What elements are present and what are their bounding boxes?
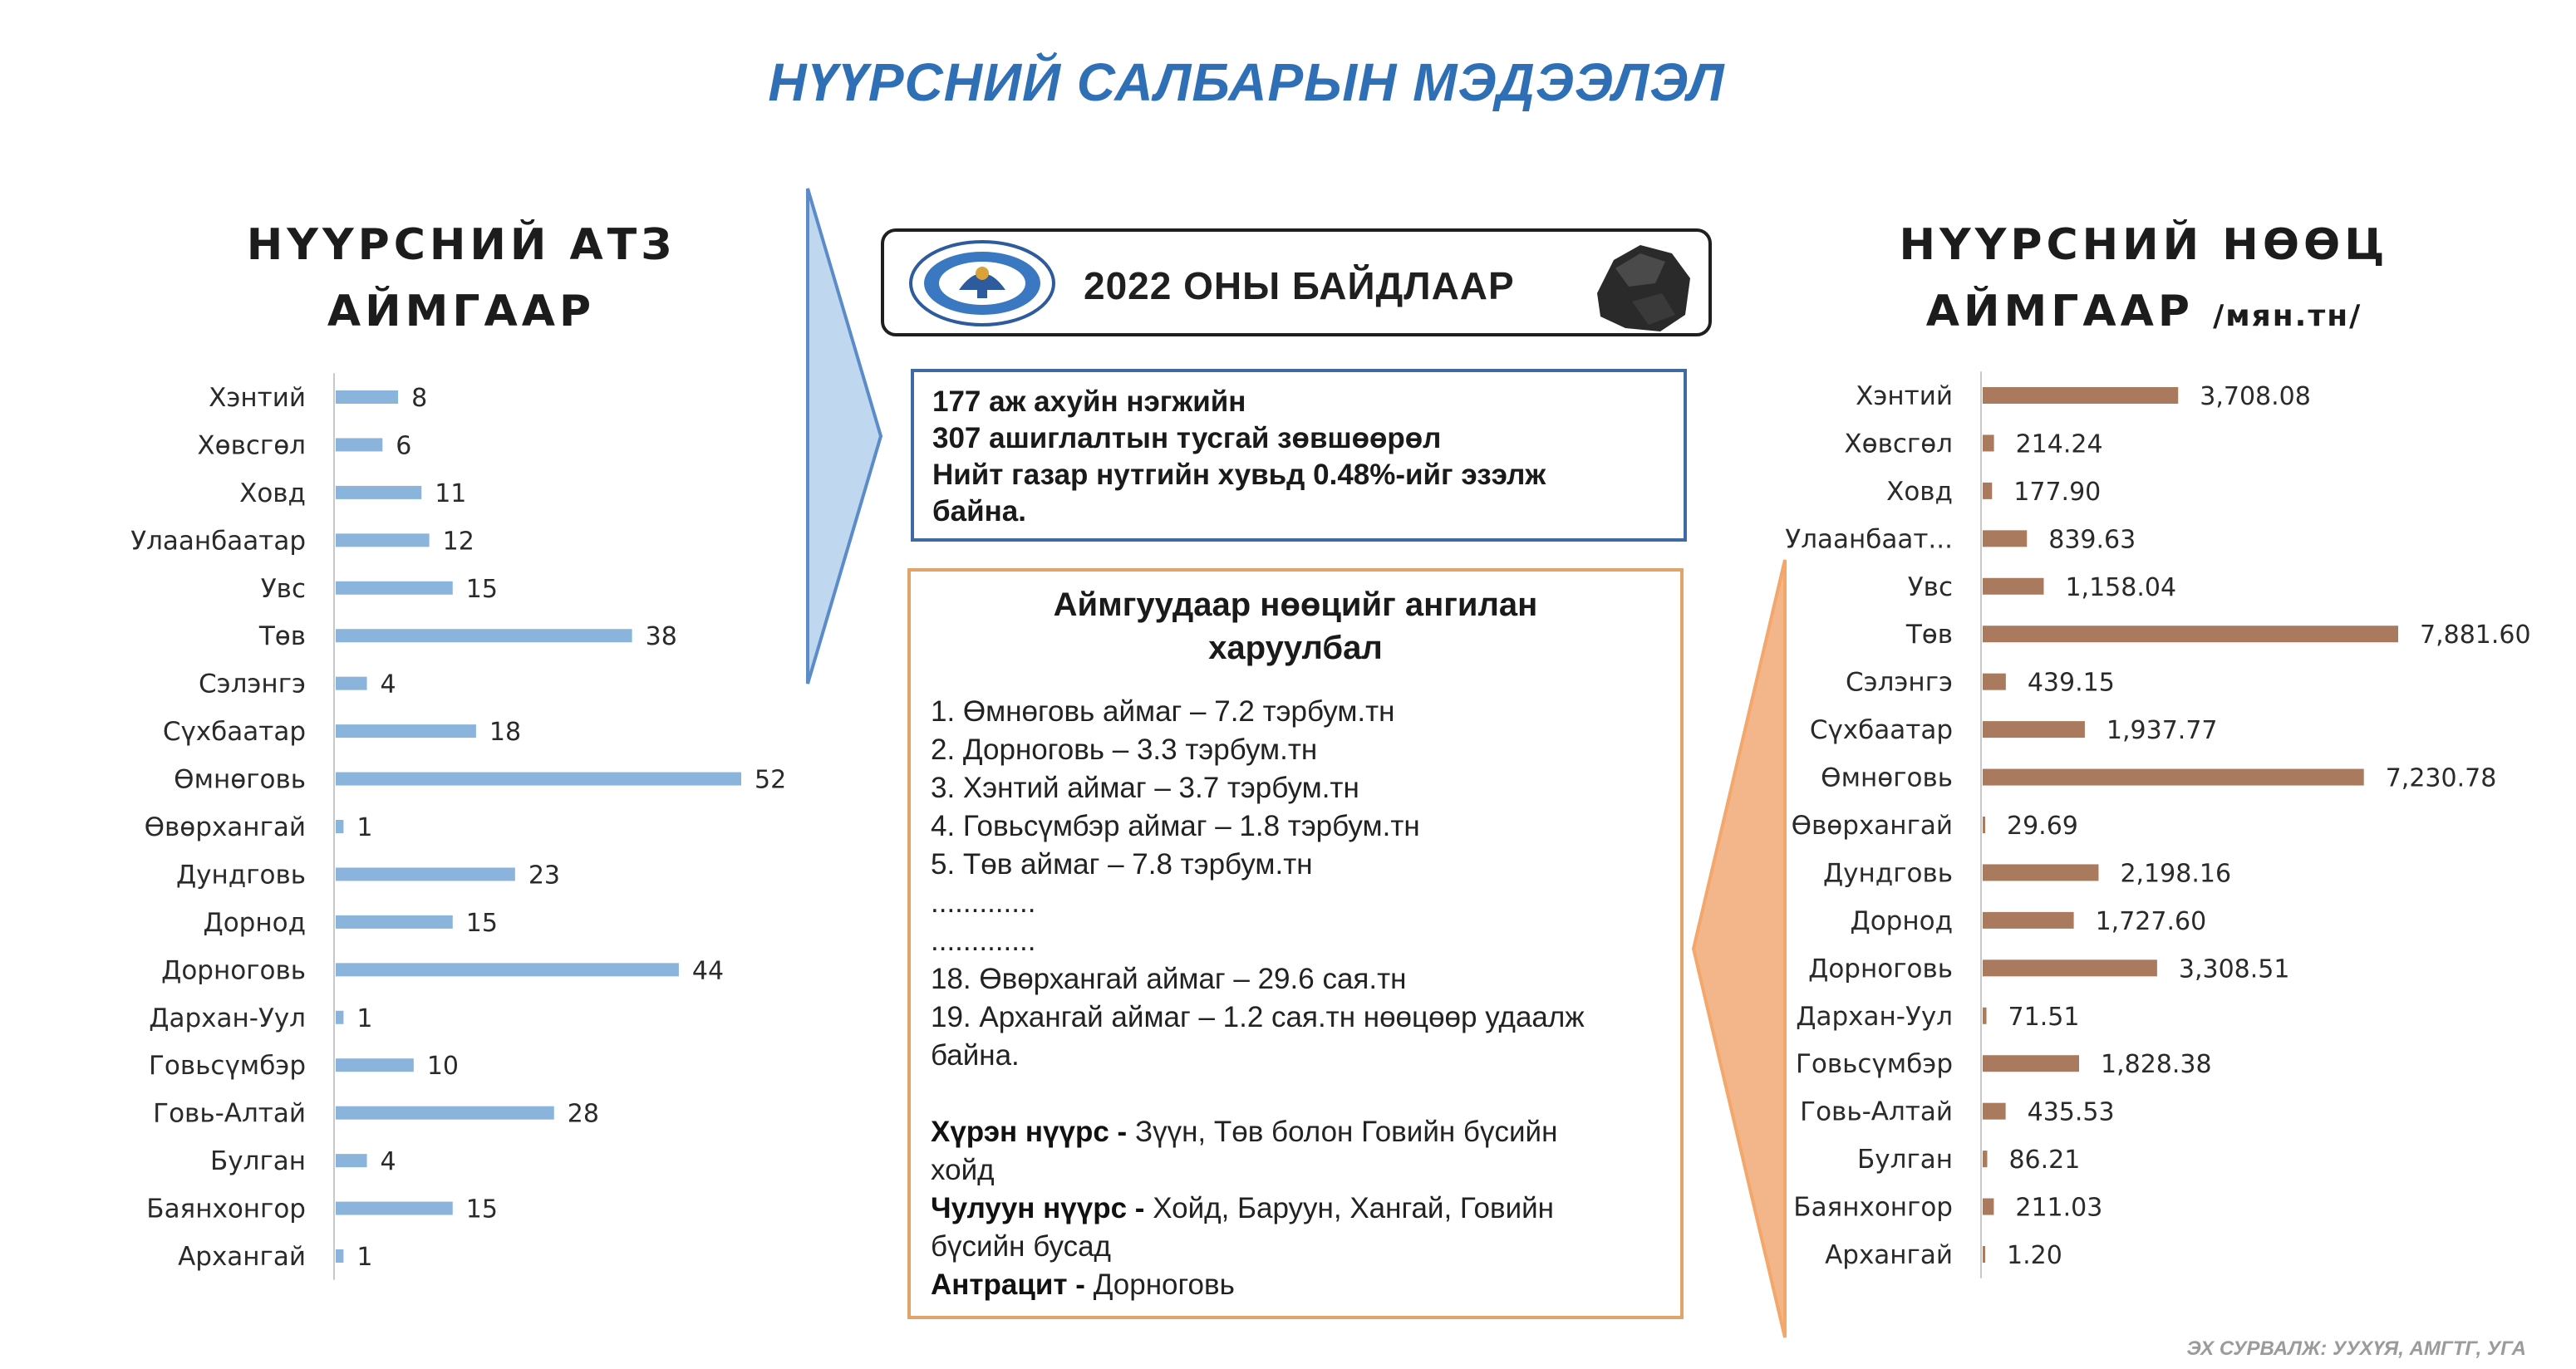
chart-bar (1983, 530, 2027, 547)
left-bar-chart (0, 366, 831, 1296)
classification-item: 3. Хэнтий аймаг – 3.7 тэрбум.тн (931, 772, 1359, 804)
chart-category-label: Ховд (1886, 476, 1953, 507)
chart-category-label: Хөвсгөл (197, 430, 306, 461)
classification-item: 19. Архангай аймаг – 1.2 сая.тн нөөцөөр удаалж (931, 1001, 1585, 1033)
chart-value-label: 3,308.51 (2178, 954, 2290, 984)
chart-category-label: Ховд (239, 478, 306, 508)
chart-bar (1983, 959, 2157, 976)
chart-bar (1983, 578, 2043, 595)
chart-category-label: Сүхбаатар (1809, 715, 1953, 746)
chart-value-label: 6 (396, 431, 412, 461)
chart-value-label: 23 (528, 861, 561, 891)
chart-value-label: 177.90 (2013, 477, 2102, 507)
chart-value-label: 4 (380, 1147, 396, 1177)
chart-value-label: 71.51 (2008, 1002, 2080, 1032)
chart-value-label: 435.53 (2027, 1097, 2115, 1127)
chart-bar (336, 1011, 343, 1024)
chart-value-label: 12 (442, 527, 474, 557)
chart-category-label: Өмнөговь (174, 764, 306, 795)
chart-category-label: Хэнтий (209, 383, 306, 413)
blue-arrow-shape (798, 187, 889, 685)
chart-value-label: 1 (356, 1243, 373, 1272)
right-chart-title-line-2 (1853, 278, 2435, 350)
chart-value-label: 10 (426, 1052, 460, 1082)
coal-type-brown-cont: хойд (931, 1154, 995, 1186)
right-bar-chart (1745, 366, 2576, 1296)
classification-item: байна. (931, 1039, 1020, 1072)
coal-type-hard-cont: бүсийн бусад (931, 1230, 1111, 1263)
chart-category-label: Булган (1857, 1145, 1953, 1175)
chart-category-label: Архангай (178, 1242, 306, 1272)
chart-category-label: Өмнөговь (1821, 763, 1953, 793)
chart-bar (336, 581, 453, 595)
chart-value-label: 1,158.04 (2065, 572, 2177, 602)
chart-bar (336, 677, 367, 690)
classification-item: 4. Говьсүмбэр аймаг – 1.8 тэрбум.тн (931, 810, 1420, 842)
chart-category-label: Дорноговь (1808, 954, 1953, 984)
chart-value-label: 29.69 (2007, 812, 2078, 841)
chart-bar (1983, 912, 2074, 929)
chart-category-label: Өвөрхангай (1791, 811, 1953, 841)
chart-category-label: Улаанбаатар (130, 526, 306, 557)
chart-category-label: Сэлэнгэ (198, 669, 306, 699)
chart-category-label: Сэлэнгэ (1845, 667, 1953, 698)
info-line-4: байна. (932, 495, 1026, 527)
chart-bar (336, 963, 679, 976)
classification-item: ............. (931, 925, 1036, 957)
coal-type-desc: Зүүн, Төв болон Говийн бүсийн (1127, 1116, 1558, 1148)
chart-value-label: 839.63 (2048, 525, 2136, 555)
classification-item: ............. (931, 886, 1036, 919)
year-header-text: 2022 ОНЫ БАЙДЛААР (1084, 264, 1515, 307)
chart-value-label: 38 (645, 622, 677, 652)
chart-category-label: Увс (1907, 572, 1953, 602)
chart-bar (1983, 1199, 1993, 1215)
chart-category-label: Хөвсгөл (1844, 429, 1953, 459)
classification-item: 2. Дорноговь – 3.3 тэрбум.тн (931, 734, 1318, 766)
coal-type-name: Чулуун нүүрс - (931, 1192, 1145, 1224)
chart-bar (1983, 434, 1994, 451)
chart-value-label: 1,828.38 (2100, 1050, 2212, 1080)
chart-category-label: Увс (260, 573, 306, 604)
chart-category-label: Говь-Алтай (153, 1098, 306, 1129)
chart-bar (336, 773, 741, 786)
info-line-2: 307 ашиглалтын тусгай зөвшөөрөл (932, 422, 1442, 454)
chart-value-label: 1,937.77 (2106, 716, 2218, 746)
info-line-1: 177 аж ахуйн нэгжийн (932, 385, 1246, 418)
chart-category-label: Баянхонгор (1793, 1192, 1953, 1223)
chart-value-label: 18 (489, 718, 522, 748)
chart-bar (336, 867, 515, 881)
chart-bar (1983, 817, 1985, 833)
coal-type-desc: Хойд, Баруун, Хангай, Говийн (1144, 1192, 1555, 1224)
chart-value-label: 1 (356, 813, 373, 842)
chart-value-label: 439.15 (2027, 668, 2115, 698)
classification-item: 1. Өмнөговь аймаг – 7.2 тэрбум.тн (931, 695, 1395, 728)
classification-title-line-1: Аймгуудаар нөөцийг ангилан (1053, 586, 1538, 623)
chart-bar (336, 820, 343, 833)
chart-category-label: Дархан-Уул (1796, 1001, 1953, 1032)
chart-bar (1983, 1055, 2079, 1072)
chart-value-label: 15 (465, 908, 498, 938)
chart-value-label: 4 (380, 670, 396, 699)
right-chart-title (1853, 212, 2435, 350)
chart-category-label: Дорноговь (161, 955, 306, 986)
info-line-3: Нийт газар нутгийн хувьд 0.48%-ийг эзэлж (932, 459, 1546, 491)
chart-bar (336, 1154, 367, 1167)
blue-arrow-polygon (808, 189, 881, 684)
chart-value-label: 3,708.08 (2200, 382, 2311, 411)
page-title: НҮҮРСНИЙ САЛБАРЫН МЭДЭЭЛЭЛ (768, 52, 1725, 112)
classification-box (907, 568, 1684, 1319)
chart-value-label: 15 (465, 574, 498, 604)
classification-title (931, 583, 1660, 670)
chart-value-label: 7,230.78 (2385, 763, 2497, 793)
chart-category-label: Өвөрхангай (144, 812, 306, 842)
chart-bar (336, 1106, 554, 1120)
coal-type-name: Хүрэн нүүрс - (931, 1116, 1128, 1148)
chart-bar (1983, 864, 2098, 881)
chart-value-label: 1.20 (2007, 1241, 2062, 1270)
chart-bar (336, 724, 476, 738)
chart-value-label: 15 (465, 1195, 498, 1224)
chart-bar (336, 438, 382, 451)
chart-bar (336, 533, 430, 547)
chart-bar (336, 915, 453, 929)
right-chart-title-main: АЙМГААР (1925, 287, 2194, 336)
chart-bar (1983, 626, 2398, 642)
chart-category-label: Төв (258, 621, 306, 652)
chart-value-label: 2,198.16 (2120, 859, 2232, 889)
classification-item: 18. Өвөрхангай аймаг – 29.6 сая.тн (931, 963, 1407, 995)
coal-type-hard (931, 1190, 1660, 1228)
left-chart-title-line-1: НҮҮРСНИЙ АТЗ (246, 220, 676, 270)
chart-bar (1983, 674, 2006, 690)
summary-info-box (911, 369, 1687, 542)
chart-bar (336, 1058, 414, 1072)
chart-bar (1983, 1008, 1987, 1024)
chart-bar (1983, 1246, 1985, 1263)
chart-category-label: Булган (210, 1146, 306, 1177)
chart-value-label: 44 (691, 956, 725, 986)
chart-category-label: Дундговь (175, 860, 306, 891)
coal-type-name: Антрацит - (931, 1268, 1085, 1301)
chart-value-label: 8 (411, 384, 428, 413)
left-chart-title (224, 212, 698, 345)
chart-bar (1983, 483, 1992, 499)
chart-category-label: Говьсүмбэр (1796, 1049, 1953, 1080)
chart-category-label: Говь-Алтай (1800, 1097, 1953, 1127)
chart-bar (1983, 769, 2364, 786)
chart-value-label: 52 (755, 765, 787, 795)
chart-bar (1983, 1151, 1987, 1167)
classification-item: 5. Төв аймаг – 7.8 тэрбум.тн (931, 848, 1313, 881)
right-chart-title-unit: /мян.тн/ (2213, 299, 2362, 333)
source-note: ЭХ СУРВАЛЖ: УУХҮЯ, АМГТГ, УГА (2186, 1337, 2526, 1360)
right-chart-title-line-1: НҮҮРСНИЙ НӨӨЦ (1899, 220, 2389, 270)
coal-type-brown (931, 1113, 1660, 1151)
chart-bar (336, 1249, 343, 1263)
chart-category-label: Төв (1905, 620, 1953, 650)
coal-type-anthracite (931, 1266, 1660, 1304)
chart-bar (1983, 1103, 2006, 1120)
chart-value-label: 1 (356, 1003, 373, 1033)
chart-value-label: 7,881.60 (2420, 621, 2531, 650)
chart-bar (1983, 721, 2085, 738)
chart-category-label: Дорнод (203, 907, 306, 938)
chart-bar (336, 486, 421, 499)
coal-type-desc: Дорноговь (1084, 1268, 1235, 1301)
chart-value-label: 86.21 (2008, 1146, 2081, 1175)
classification-title-line-2: харуулбал (1208, 630, 1383, 666)
chart-category-label: Дархан-Уул (149, 1003, 306, 1033)
chart-value-label: 211.03 (2015, 1193, 2103, 1223)
chart-bar (336, 390, 398, 404)
chart-category-label: Архангай (1825, 1240, 1953, 1270)
chart-value-label: 28 (567, 1099, 599, 1129)
year-header-box (881, 228, 1712, 336)
chart-category-label: Дундговь (1822, 858, 1953, 889)
ministry-emblem-icon (907, 240, 1057, 326)
chart-bar (336, 629, 632, 642)
chart-category-label: Сүхбаатар (162, 717, 306, 748)
chart-value-label: 1,727.60 (2095, 906, 2207, 936)
left-chart-title-line-2: АЙМГААР (327, 287, 596, 336)
chart-category-label: Баянхонгор (146, 1194, 306, 1224)
coal-lump-icon (1582, 235, 1698, 335)
chart-bar (336, 1202, 453, 1215)
chart-category-label: Улаанбаат... (1785, 524, 1953, 555)
chart-category-label: Хэнтий (1856, 381, 1953, 411)
chart-category-label: Дорнод (1850, 905, 1953, 936)
chart-value-label: 214.24 (2015, 429, 2103, 459)
chart-bar (1983, 387, 2178, 404)
chart-value-label: 11 (435, 478, 467, 508)
chart-category-label: Говьсүмбэр (149, 1051, 306, 1082)
